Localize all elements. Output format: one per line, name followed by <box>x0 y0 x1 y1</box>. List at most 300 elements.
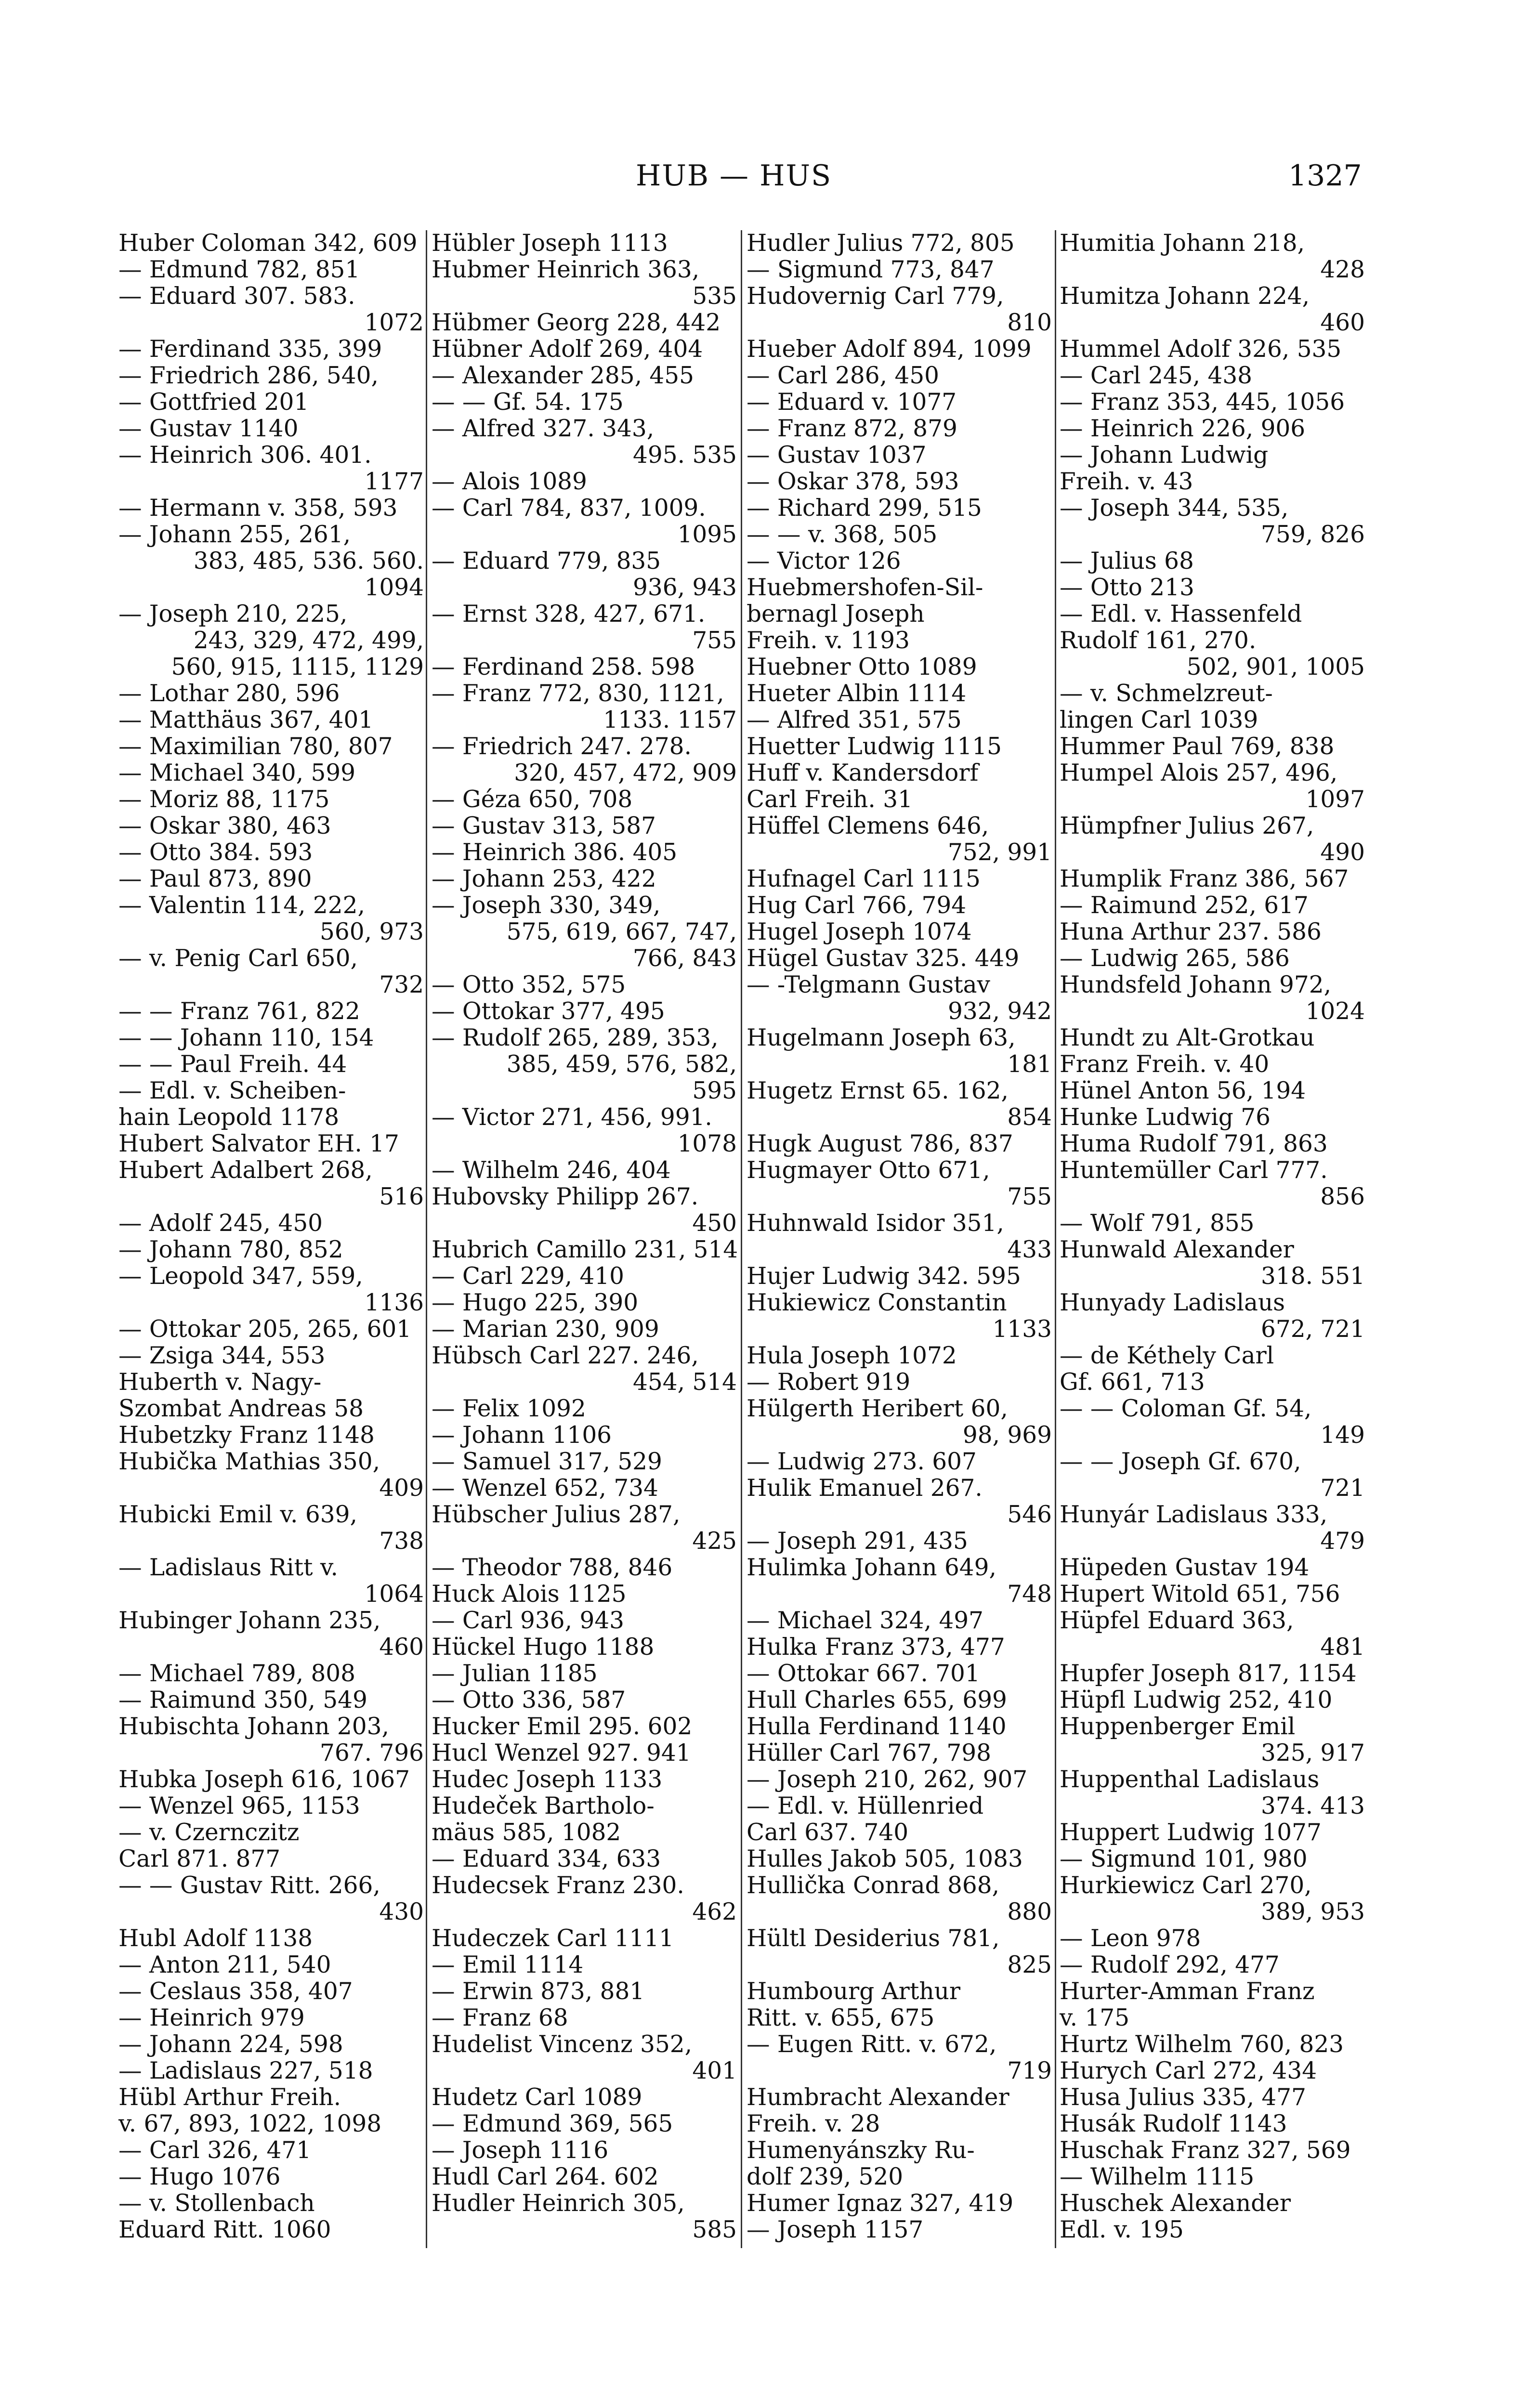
index-line: 575, 619, 667, 747, <box>506 918 737 945</box>
index-line: — Wenzel 965, 1153 <box>118 1793 360 1819</box>
index-line: — Joseph 1157 <box>747 2216 924 2243</box>
index-line: Hubka Joseph 616, 1067 <box>118 1766 410 1793</box>
index-line: Carl 637. 740 <box>747 1819 909 1846</box>
index-line: — Ferdinand 335, 399 <box>118 336 382 363</box>
index-line: 1136 <box>364 1289 424 1316</box>
index-line: 595 <box>692 1077 737 1104</box>
index-line: — Heinrich 979 <box>118 2004 305 2031</box>
index-line: — Wilhelm 246, 404 <box>432 1157 671 1184</box>
index-line: — Edmund 782, 851 <box>118 256 360 283</box>
index-line: Hundsfeld Johann 972, <box>1060 971 1332 998</box>
index-line: Husa Julius 335, 477 <box>1060 2084 1306 2111</box>
index-line: bernagl Joseph <box>747 601 925 628</box>
index-line: 409 <box>379 1475 424 1502</box>
index-line: 560, 973 <box>320 918 424 945</box>
column-rule <box>1055 230 1056 2248</box>
index-line: — Franz 68 <box>432 2004 568 2031</box>
index-line: 1064 <box>364 1581 424 1608</box>
index-line: Hunke Ludwig 76 <box>1060 1104 1271 1131</box>
index-line: — Felix 1092 <box>432 1395 586 1422</box>
index-line: 1094 <box>364 574 424 601</box>
index-line: 1095 <box>677 521 737 548</box>
index-line: — Eduard v. 1077 <box>747 389 957 416</box>
index-line: — Eduard 334, 633 <box>432 1845 661 1872</box>
index-line: — Heinrich 386. 405 <box>432 839 678 866</box>
index-line: — — Johann 110, 154 <box>118 1024 374 1051</box>
index-line: — Johann 780, 852 <box>118 1236 343 1263</box>
index-line: Eduard Ritt. 1060 <box>118 2216 331 2243</box>
index-line: 460 <box>379 1634 424 1661</box>
index-line: — Raimund 252, 617 <box>1060 892 1309 919</box>
index-line: Huff v. Kandersdorf <box>747 759 979 786</box>
index-line: Hubička Mathias 350, <box>118 1448 380 1475</box>
index-line: Hüpeden Gustav 194 <box>1060 1554 1310 1581</box>
index-line: — Joseph 330, 349, <box>432 892 661 919</box>
index-line: — Alfred 351, 575 <box>747 707 962 733</box>
index-line: Hula Joseph 1072 <box>747 1342 957 1369</box>
index-line: Hückel Hugo 1188 <box>432 1634 655 1661</box>
index-line: Huppenberger Emil <box>1060 1713 1296 1740</box>
index-line: — Matthäus 367, 401 <box>118 707 374 733</box>
index-line: Hugmayer Otto 671, <box>747 1157 990 1184</box>
index-line: — Franz 772, 830, 1121, <box>432 680 724 707</box>
index-line: Huberth v. Nagy- <box>118 1369 322 1396</box>
index-line: — Wilhelm 1115 <box>1060 2163 1255 2190</box>
index-line: — Joseph 344, 535, <box>1060 495 1289 522</box>
index-line: 374. 413 <box>1261 1793 1365 1819</box>
index-line: Hübner Adolf 269, 404 <box>432 336 703 363</box>
index-line: — Ottokar 377, 495 <box>432 998 665 1025</box>
index-line: — v. Stollenbach <box>118 2190 315 2217</box>
index-line: — — Gustav Ritt. 266, <box>118 1872 380 1899</box>
index-line: — Sigmund 101, 980 <box>1060 1845 1308 1872</box>
index-line: Hudecsek Franz 230. <box>432 1872 684 1899</box>
index-line: Carl 871. 877 <box>118 1845 281 1872</box>
index-line: — Wenzel 652, 734 <box>432 1475 658 1502</box>
index-line: 325, 917 <box>1261 1740 1365 1767</box>
index-line: 1097 <box>1305 786 1365 813</box>
index-line: 1133 <box>992 1316 1052 1343</box>
index-line: — Oskar 378, 593 <box>747 468 959 495</box>
index-line: Edl. v. 195 <box>1060 2216 1184 2243</box>
index-line: Hurych Carl 272, 434 <box>1060 2057 1317 2084</box>
index-line: dolf 239, 520 <box>747 2163 904 2190</box>
index-line: — Julius 68 <box>1060 548 1194 575</box>
index-line: 425 <box>692 1528 737 1555</box>
index-line: Hufnagel Carl 1115 <box>747 865 981 892</box>
index-line: — Carl 326, 471 <box>118 2137 312 2164</box>
index-line: Huma Rudolf 791, 863 <box>1060 1130 1328 1157</box>
index-line: 149 <box>1320 1422 1365 1449</box>
index-line: Hugk August 786, 837 <box>747 1130 1013 1157</box>
index-line: 932, 942 <box>948 998 1052 1025</box>
index-line: 766, 843 <box>633 945 737 972</box>
index-line: Hugel Joseph 1074 <box>747 918 972 945</box>
index-line: — Carl 936, 943 <box>432 1607 625 1634</box>
index-line: — Joseph 210, 225, <box>118 601 348 628</box>
index-line: — Oskar 380, 463 <box>118 812 331 839</box>
index-line: — Ladislaus 227, 518 <box>118 2057 373 2084</box>
index-line: — Michael 789, 808 <box>118 1660 356 1687</box>
index-line: Hunyady Ladislaus <box>1060 1289 1285 1316</box>
index-line: 481 <box>1320 1634 1365 1661</box>
index-line: 585 <box>692 2216 737 2243</box>
index-line: — Otto 213 <box>1060 574 1194 601</box>
index-line: Hudler Julius 772, 805 <box>747 230 1015 257</box>
index-line: Huppenthal Ladislaus <box>1060 1766 1320 1793</box>
index-line: — Maximilian 780, 807 <box>118 733 393 760</box>
index-line: Freih. v. 1193 <box>747 627 910 654</box>
index-line: Hulik Emanuel 267. <box>747 1475 983 1502</box>
index-line: Humplik Franz 386, 567 <box>1060 865 1349 892</box>
index-column-2 <box>432 230 737 2243</box>
index-line: 243, 329, 472, 499, <box>193 627 424 654</box>
index-line: Hunwald Alexander <box>1060 1236 1294 1263</box>
index-line: — Johann 255, 261, <box>118 521 351 548</box>
index-line: Hurkiewicz Carl 270, <box>1060 1872 1312 1899</box>
index-line: — Johann Ludwig <box>1060 442 1269 469</box>
index-line: 1072 <box>364 309 424 336</box>
index-line: Hulimka Johann 649, <box>747 1554 996 1581</box>
index-line: Hubischta Johann 203, <box>118 1713 389 1740</box>
index-line: Hünel Anton 56, 194 <box>1060 1077 1306 1104</box>
index-line: — Alexander 285, 455 <box>432 362 694 389</box>
index-line: 560, 915, 1115, 1129 <box>171 654 424 681</box>
index-line: Hübmer Georg 228, 442 <box>432 309 721 336</box>
index-line: — Friedrich 286, 540, <box>118 362 379 389</box>
index-line: — Gottfried 201 <box>118 389 309 416</box>
index-line: Hukiewicz Constantin <box>747 1289 1007 1316</box>
index-line: — Johann 253, 422 <box>432 865 656 892</box>
index-line: — Ernst 328, 427, 671. <box>432 601 706 628</box>
index-line: Hucl Wenzel 927. 941 <box>432 1740 691 1767</box>
index-line: — Anton 211, 540 <box>118 1951 331 1978</box>
index-line: 755 <box>1007 1183 1052 1210</box>
index-line: — Joseph 210, 262, 907 <box>747 1766 1028 1793</box>
index-line: Hubinger Johann 235, <box>118 1607 381 1634</box>
index-line: — de Kéthely Carl <box>1060 1342 1274 1369</box>
index-line: 454, 514 <box>633 1369 737 1396</box>
index-line: Hurter-Amman Franz <box>1060 1978 1315 2005</box>
index-line: Hüpfl Ludwig 252, 410 <box>1060 1687 1333 1714</box>
index-line: Hudeczek Carl 1111 <box>432 1925 674 1952</box>
index-line: Huetter Ludwig 1115 <box>747 733 1002 760</box>
index-line: Hüpfel Eduard 363, <box>1060 1607 1294 1634</box>
index-line: Ritt. v. 655, 675 <box>747 2004 935 2031</box>
index-line: — Hermann v. 358, 593 <box>118 495 398 522</box>
index-line: — Victor 271, 456, 991. <box>432 1104 712 1131</box>
index-line: Hülgerth Heribert 60, <box>747 1395 1008 1422</box>
index-line: 719 <box>1007 2057 1052 2084</box>
index-line: Hubl Adolf 1138 <box>118 1925 313 1952</box>
index-line: — Joseph 1116 <box>432 2137 609 2164</box>
index-line: — Ottokar 205, 265, 601 <box>118 1316 412 1343</box>
index-line: — Rudolf 265, 289, 353, <box>432 1024 719 1051</box>
index-line: 490 <box>1320 839 1365 866</box>
index-line: Humitza Johann 224, <box>1060 283 1310 310</box>
index-line: Humpel Alois 257, 496, <box>1060 759 1338 786</box>
index-line: — Ludwig 273. 607 <box>747 1448 977 1475</box>
index-line: Rudolf 161, 270. <box>1060 627 1257 654</box>
index-line: — -Telgmann Gustav <box>747 971 990 998</box>
index-line: Hubert Salvator EH. 17 <box>118 1130 399 1157</box>
index-line: Hudovernig Carl 779, <box>747 283 1004 310</box>
index-line: — Valentin 114, 222, <box>118 892 365 919</box>
index-line: lingen Carl 1039 <box>1060 707 1258 733</box>
index-line: Huber Coloman 342, 609 <box>118 230 418 257</box>
index-line: — Ludwig 265, 586 <box>1060 945 1290 972</box>
index-line: Huppert Ludwig 1077 <box>1060 1819 1322 1846</box>
index-line: — Leopold 347, 559, <box>118 1263 363 1290</box>
index-line: 430 <box>379 1898 424 1925</box>
index-line: Hulka Franz 373, 477 <box>747 1634 1005 1661</box>
index-line: — Gustav 1037 <box>747 442 927 469</box>
index-line: v. 175 <box>1060 2004 1130 2031</box>
index-line: Hueber Adolf 894, 1099 <box>747 336 1032 363</box>
index-line: Husák Rudolf 1143 <box>1060 2110 1287 2137</box>
index-line: 854 <box>1007 1104 1052 1131</box>
index-line: 810 <box>1007 309 1052 336</box>
index-line: — Leon 978 <box>1060 1925 1201 1952</box>
page-number: 1327 <box>1288 159 1362 193</box>
index-column-4 <box>1060 230 1365 2243</box>
index-line: — Marian 230, 909 <box>432 1316 659 1343</box>
index-line: — Franz 353, 445, 1056 <box>1060 389 1345 416</box>
index-line: — Johann 1106 <box>432 1422 612 1449</box>
index-line: Hubovsky Philipp 267. <box>432 1183 699 1210</box>
index-line: Hundt zu Alt-Grotkau <box>1060 1024 1315 1051</box>
index-line: 495. 535 <box>633 442 737 469</box>
index-line: 672, 721 <box>1261 1316 1365 1343</box>
index-line: — Sigmund 773, 847 <box>747 256 995 283</box>
index-line: 389, 953 <box>1261 1898 1365 1925</box>
index-line: Hudeček Bartholo- <box>432 1793 655 1819</box>
index-line: 755 <box>692 627 737 654</box>
index-line: — Samuel 317, 529 <box>432 1448 662 1475</box>
index-line: — Victor 126 <box>747 548 901 575</box>
index-line: — Otto 336, 587 <box>432 1687 626 1714</box>
index-line: Hüller Carl 767, 798 <box>747 1740 991 1767</box>
index-line: — Eduard 307. 583. <box>118 283 355 310</box>
index-line: — — Coloman Gf. 54, <box>1060 1395 1312 1422</box>
index-line: — Carl 245, 438 <box>1060 362 1253 389</box>
index-line: Hummer Paul 769, 838 <box>1060 733 1335 760</box>
index-line: Hübl Arthur Freih. <box>118 2084 341 2111</box>
index-line: Hubicki Emil v. 639, <box>118 1501 357 1528</box>
index-line: Hurtz Wilhelm 760, 823 <box>1060 2031 1344 2058</box>
index-line: — Julian 1185 <box>432 1660 598 1687</box>
index-line: 460 <box>1320 309 1365 336</box>
index-line: — Rudolf 292, 477 <box>1060 1951 1280 1978</box>
index-line: — Paul 873, 890 <box>118 865 312 892</box>
index-line: Hübscher Julius 287, <box>432 1501 681 1528</box>
index-line: Hubrich Camillo 231, 514 <box>432 1236 738 1263</box>
index-line: — Franz 872, 879 <box>747 415 957 442</box>
index-line: Hupfer Joseph 817, 1154 <box>1060 1660 1357 1687</box>
index-line: — Heinrich 226, 906 <box>1060 415 1306 442</box>
index-line: — Otto 384. 593 <box>118 839 313 866</box>
index-line: Hubert Adalbert 268, <box>118 1157 373 1184</box>
index-line: — Ladislaus Ritt v. <box>118 1554 338 1581</box>
index-column-1 <box>118 230 424 2243</box>
index-line: Hugetz Ernst 65. 162, <box>747 1077 1009 1104</box>
index-line: 385, 459, 576, 582, <box>506 1051 737 1078</box>
index-line: — v. Penig Carl 650, <box>118 945 358 972</box>
index-line: 502, 901, 1005 <box>1186 654 1365 681</box>
index-line: — Theodor 788, 846 <box>432 1554 673 1581</box>
index-line: Hubmer Heinrich 363, <box>432 256 700 283</box>
index-line: 738 <box>379 1528 424 1555</box>
index-line: Hug Carl 766, 794 <box>747 892 967 919</box>
index-line: 318. 551 <box>1261 1263 1365 1290</box>
index-line: 546 <box>1007 1501 1052 1528</box>
index-line: Hültl Desiderius 781, <box>747 1925 1000 1952</box>
index-line: — Erwin 873, 881 <box>432 1978 645 2005</box>
index-line: Freih. v. 43 <box>1060 468 1193 495</box>
index-line: 320, 457, 472, 909 <box>514 759 737 786</box>
index-line: — Ottokar 667. 701 <box>747 1660 980 1687</box>
index-line: — Richard 299, 515 <box>747 495 982 522</box>
index-line: 748 <box>1007 1581 1052 1608</box>
index-line: Humitia Johann 218, <box>1060 230 1305 257</box>
index-line: 535 <box>692 283 737 310</box>
index-line: 479 <box>1320 1528 1365 1555</box>
index-line: 1024 <box>1305 998 1365 1025</box>
index-line: Hüffel Clemens 646, <box>747 812 989 839</box>
index-line: Hudler Heinrich 305, <box>432 2190 685 2217</box>
column-rule <box>426 230 427 2248</box>
index-line: — Eugen Ritt. v. 672, <box>747 2031 997 2058</box>
index-line: Hügel Gustav 325. 449 <box>747 945 1020 972</box>
index-column-3 <box>747 230 1052 2243</box>
index-line: — Gustav 313, 587 <box>432 812 656 839</box>
index-line: 825 <box>1007 1951 1052 1978</box>
index-line: — Alfred 327. 343, <box>432 415 655 442</box>
index-line: 401 <box>692 2057 737 2084</box>
index-line: Hudl Carl 264. 602 <box>432 2163 659 2190</box>
index-line: — Joseph 291, 435 <box>747 1528 968 1555</box>
index-line: — Alois 1089 <box>432 468 587 495</box>
index-line: mäus 585, 1082 <box>432 1819 621 1846</box>
index-line: Freih. v. 28 <box>747 2110 880 2137</box>
index-line: 450 <box>692 1210 737 1237</box>
index-line: Humbourg Arthur <box>747 1978 961 2005</box>
index-line: — Géza 650, 708 <box>432 786 633 813</box>
index-line: 1133. 1157 <box>603 707 737 733</box>
index-line: — — Franz 761, 822 <box>118 998 360 1025</box>
index-line: — Raimund 350, 549 <box>118 1687 367 1714</box>
index-line: Hummel Adolf 326, 535 <box>1060 336 1342 363</box>
index-line: 721 <box>1320 1475 1365 1502</box>
index-line: Hudelist Vincenz 352, <box>432 2031 693 2058</box>
index-line: — Ceslaus 358, 407 <box>118 1978 353 2005</box>
index-line: 181 <box>1007 1051 1052 1078</box>
index-line: 383, 485, 536. 560. <box>193 548 424 575</box>
index-line: 752, 991 <box>948 839 1052 866</box>
index-line: 98, 969 <box>962 1422 1052 1449</box>
index-line: Humbracht Alexander <box>747 2084 1009 2111</box>
index-line: — Gustav 1140 <box>118 415 299 442</box>
index-line: 1078 <box>677 1130 737 1157</box>
index-line: Huebmershofen-Sil- <box>747 574 983 601</box>
index-line: — Carl 784, 837, 1009. <box>432 495 706 522</box>
index-line: 759, 826 <box>1261 521 1365 548</box>
index-line: — Eduard 779, 835 <box>432 548 661 575</box>
index-line: Huschek Alexander <box>1060 2190 1291 2217</box>
index-line: — Johann 224, 598 <box>118 2031 343 2058</box>
index-line: — Edl. v. Hüllenried <box>747 1793 984 1819</box>
index-line: Gf. 661, 713 <box>1060 1369 1205 1396</box>
index-line: Hunyár Ladislaus 333, <box>1060 1501 1328 1528</box>
column-rule <box>741 230 742 2248</box>
index-line: — v. Czernczitz <box>118 1819 300 1846</box>
index-line: 856 <box>1320 1183 1365 1210</box>
index-line: Humer Ignaz 327, 419 <box>747 2190 1014 2217</box>
index-line: — Lothar 280, 596 <box>118 680 340 707</box>
index-line: — Zsiga 344, 553 <box>118 1342 326 1369</box>
index-line: Franz Freih. v. 40 <box>1060 1051 1270 1078</box>
index-line: Hujer Ludwig 342. 595 <box>747 1263 1021 1290</box>
index-line: — Friedrich 247. 278. <box>432 733 692 760</box>
index-line: hain Leopold 1178 <box>118 1104 340 1131</box>
index-line: 767. 796 <box>320 1740 424 1767</box>
index-line: — Robert 919 <box>747 1369 911 1396</box>
index-line: Hueter Albin 1114 <box>747 680 967 707</box>
index-line: — Hugo 1076 <box>118 2163 281 2190</box>
index-line: Huebner Otto 1089 <box>747 654 977 681</box>
index-line: Hupert Witold 651, 756 <box>1060 1581 1340 1608</box>
index-line: 462 <box>692 1898 737 1925</box>
index-line: Hübler Joseph 1113 <box>432 230 668 257</box>
index-line: — Hugo 225, 390 <box>432 1289 639 1316</box>
index-line: Hugelmann Joseph 63, <box>747 1024 1016 1051</box>
index-line: — Michael 340, 599 <box>118 759 356 786</box>
index-line: 433 <box>1007 1236 1052 1263</box>
index-line: Hullička Conrad 868, <box>747 1872 1000 1899</box>
index-line: — — Paul Freih. 44 <box>118 1051 347 1078</box>
index-line: — Ferdinand 258. 598 <box>432 654 695 681</box>
index-line: Hulla Ferdinand 1140 <box>747 1713 1007 1740</box>
index-line: Hubetzky Franz 1148 <box>118 1422 375 1449</box>
index-line: Huna Arthur 237. 586 <box>1060 918 1322 945</box>
index-line: Huhnwald Isidor 351, <box>747 1210 1004 1237</box>
index-line: — Adolf 245, 450 <box>118 1210 323 1237</box>
index-line: Hümpfner Julius 267, <box>1060 812 1314 839</box>
index-line: 936, 943 <box>633 574 737 601</box>
index-line: Huck Alois 1125 <box>432 1581 627 1608</box>
index-line: — Edmund 369, 565 <box>432 2110 673 2137</box>
index-line: — Carl 286, 450 <box>747 362 940 389</box>
index-line: Huschak Franz 327, 569 <box>1060 2137 1351 2164</box>
index-line: — Moriz 88, 1175 <box>118 786 330 813</box>
index-line: Hucker Emil 295. 602 <box>432 1713 693 1740</box>
index-line: Hudec Joseph 1133 <box>432 1766 663 1793</box>
index-line: Hulles Jakob 505, 1083 <box>747 1845 1023 1872</box>
index-line: — Edl. v. Hassenfeld <box>1060 601 1302 628</box>
index-line: — — Joseph Gf. 670, <box>1060 1448 1301 1475</box>
index-line: 1177 <box>364 468 424 495</box>
index-line: — — Gf. 54. 175 <box>432 389 624 416</box>
index-line: — v. Schmelzreut- <box>1060 680 1273 707</box>
index-line: — Otto 352, 575 <box>432 971 626 998</box>
index-line: 516 <box>379 1183 424 1210</box>
index-line: — Edl. v. Scheiben- <box>118 1077 346 1104</box>
index-line: 428 <box>1320 256 1365 283</box>
index-line: — Michael 324, 497 <box>747 1607 984 1634</box>
index-line: — — v. 368, 505 <box>747 521 938 548</box>
index-line: 880 <box>1007 1898 1052 1925</box>
index-line: Hull Charles 655, 699 <box>747 1687 1007 1714</box>
